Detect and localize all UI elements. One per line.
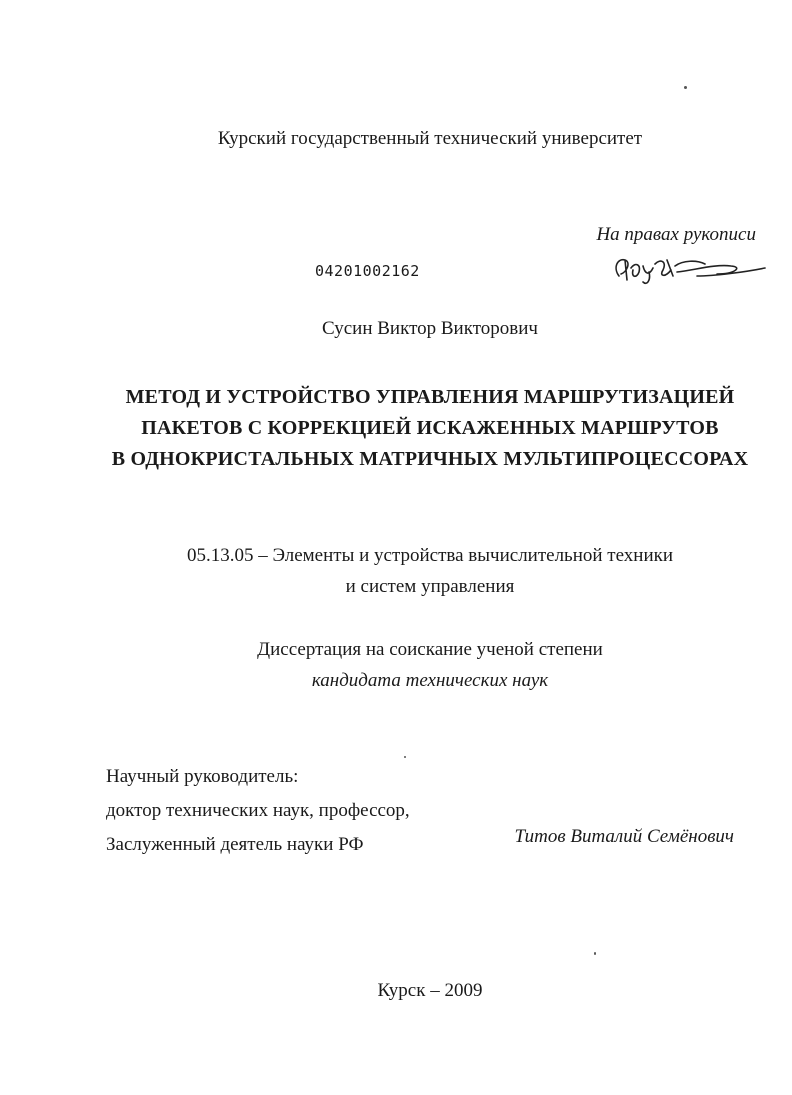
specialty-line: и систем управления [345, 576, 515, 597]
handwritten-signature [605, 246, 770, 288]
title-line: ПАКЕТОВ С КОРРЕКЦИЕЙ ИСКАЖЕННЫХ МАРШРУТОВ [141, 417, 719, 439]
supervisor-title: доктор технических наук, профессор, [106, 800, 410, 821]
dissertation-title [0, 382, 792, 475]
university-name: Курский государственный технический университет [217, 128, 643, 149]
supervisor-honor: Заслуженный деятель науки РФ [106, 834, 364, 855]
registry-number: 04201002162 [315, 262, 420, 280]
supervisor-name: Титов Виталий Семёнович [514, 826, 734, 847]
author-name: Сусин Виктор Викторович [322, 318, 538, 339]
dissertation-text: Диссертация на соискание ученой степени [257, 639, 603, 660]
scan-speck [594, 952, 596, 955]
specialty-code [0, 540, 792, 602]
scan-speck [684, 86, 687, 89]
degree-name: кандидата технических наук [311, 670, 549, 691]
rights-note: На правах рукописи [596, 224, 756, 245]
supervisor-label: Научный руководитель: [106, 766, 299, 787]
supervisor-block [106, 760, 410, 862]
dissertation-degree [0, 634, 792, 696]
specialty-line: 05.13.05 – Элементы и устройства вычислительной техники [186, 545, 674, 566]
title-line: В ОДНОКРИСТАЛЬНЫХ МАТРИЧНЫХ МУЛЬТИПРОЦЕССОРАХ [111, 448, 749, 470]
scan-speck [404, 756, 406, 758]
city-year: Курск – 2009 [377, 980, 483, 1001]
title-line: МЕТОД И УСТРОЙСТВО УПРАВЛЕНИЯ МАРШРУТИЗАЦИЕЙ [125, 386, 735, 408]
